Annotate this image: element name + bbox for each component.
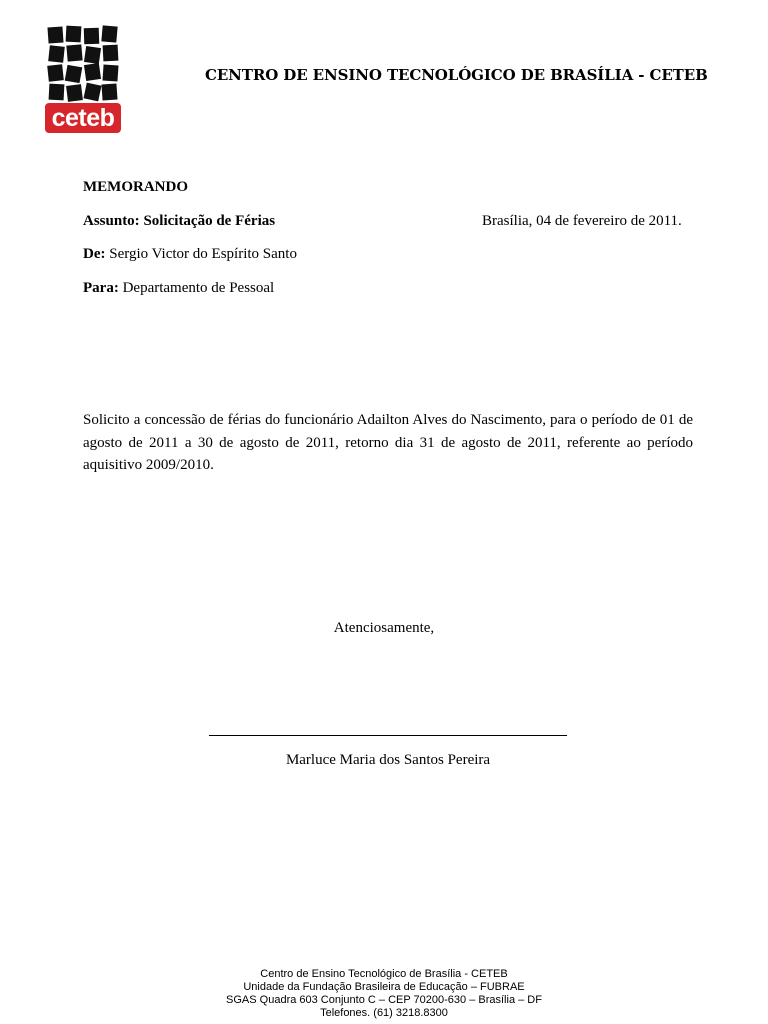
to-value: Departamento de Pessoal: [122, 280, 275, 296]
subject-value: Solicitação de Férias: [143, 213, 276, 229]
to-line: [83, 279, 274, 297]
logo-wordmark: ceteb: [45, 103, 121, 133]
subject-line: [83, 212, 275, 230]
logo-tile-grid: [48, 26, 118, 102]
footer-line-address: SGAS Quadra 603 Conjunto C – CEP 70200-630 – Brasília – DF: [226, 994, 542, 1006]
from-line: [83, 245, 297, 263]
institution-title: CENTRO DE ENSINO TECNOLÓGICO DE BRASÍLIA - CETEB: [205, 66, 708, 84]
ceteb-logo: [42, 26, 124, 134]
closing-text: Atenciosamente,: [333, 620, 435, 636]
from-value: Sergio Victor do Espírito Santo: [109, 246, 297, 262]
memo-type-label: MEMORANDO: [83, 179, 188, 195]
page-footer: [0, 968, 768, 1020]
footer-line-phone: Telefones. (61) 3218.8300: [320, 1007, 448, 1019]
footer-line-unit: Unidade da Fundação Brasileira de Educação – FUBRAE: [243, 981, 525, 993]
memo-date: Brasília, 04 de fevereiro de 2011.: [482, 213, 682, 229]
to-label: Para:: [83, 280, 119, 296]
footer-line-institution: Centro de Ensino Tecnológico de Brasília - CETEB: [260, 968, 508, 980]
signer-name: Marluce Maria dos Santos Pereira: [285, 752, 491, 768]
memo-body: Solicito a concessão de férias do funcionário Adailton Alves do Nascimento, para o período de 01 de agosto de 2011 a 30 de agosto de 2011, retorno dia 31 de agosto de 2011, referente ao período aquisitivo 2009/2010.: [83, 412, 693, 473]
subject-label: Assunto:: [83, 213, 140, 229]
signature-line: [209, 735, 567, 736]
from-label: De:: [83, 246, 106, 262]
